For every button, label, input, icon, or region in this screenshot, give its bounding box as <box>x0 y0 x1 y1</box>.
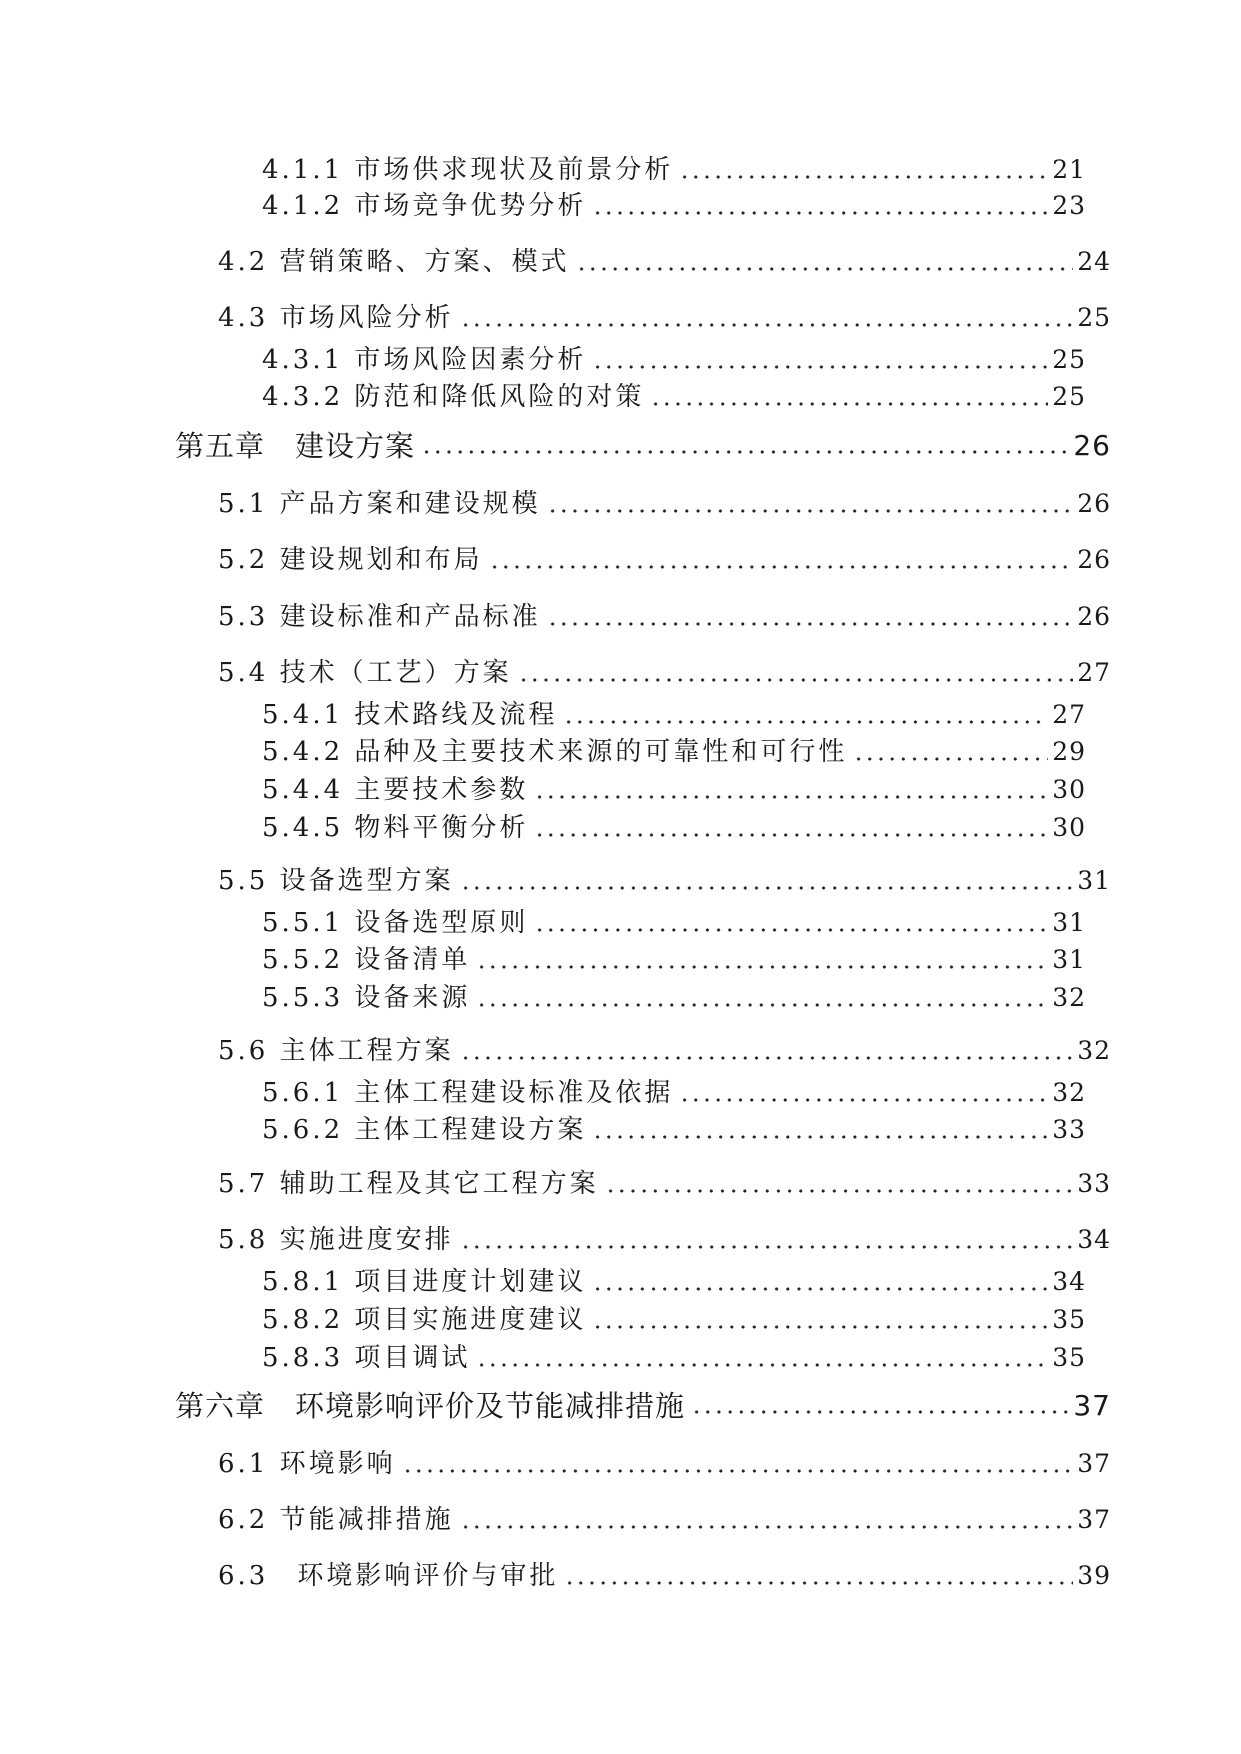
toc-entry-4-2[interactable] <box>218 240 1111 280</box>
toc-page-number: 31 <box>1077 866 1111 895</box>
toc-entry-5-8[interactable] <box>218 1218 1111 1258</box>
toc-entry-5-2[interactable] <box>218 538 1111 578</box>
toc-page-number: 27 <box>1052 700 1086 729</box>
toc-page-number: 39 <box>1077 1561 1111 1590</box>
toc-entry-5-5[interactable] <box>218 859 1111 899</box>
toc-leader-dots <box>650 401 1048 407</box>
toc-entry-label: 5.4.1 技术路线及流程 <box>262 700 558 730</box>
toc-entry-4-1-1[interactable] <box>262 148 1086 188</box>
toc-entry-label: 5.4.2 品种及主要技术来源的可靠性和可行性 <box>262 737 848 767</box>
toc-entry-5-4[interactable] <box>218 651 1111 691</box>
toc-leader-dots <box>476 1002 1048 1008</box>
toc-page-number: 31 <box>1052 908 1086 937</box>
toc-entry-5-4-5[interactable] <box>262 806 1086 846</box>
toc-page-number: 35 <box>1052 1343 1086 1372</box>
toc-leader-dots <box>460 1524 1074 1530</box>
toc-entry-label: 4.1.2 市场竞争优势分析 <box>262 191 587 221</box>
toc-page-number: 34 <box>1052 1267 1086 1296</box>
toc-entry-label: 5.8 实施进度安排 <box>218 1225 454 1255</box>
toc-leader-dots <box>460 885 1074 891</box>
toc-entry-label: 5.4.5 物料平衡分析 <box>262 813 529 843</box>
toc-entry-label: 5.5.1 设备选型原则 <box>262 908 529 938</box>
toc-leader-dots <box>489 564 1074 570</box>
toc-leader-dots <box>460 322 1074 328</box>
toc-leader-dots <box>691 1409 1069 1415</box>
toc-page-number: 33 <box>1077 1169 1111 1198</box>
toc-entry-label: 5.4.4 主要技术参数 <box>262 775 529 805</box>
toc-entry-label: 第五章 建设方案 <box>175 429 416 463</box>
toc-page-number: 29 <box>1052 737 1086 766</box>
toc-leader-dots <box>534 832 1048 838</box>
toc-entry-5-8-1[interactable] <box>262 1260 1086 1300</box>
toc-page-number: 21 <box>1052 155 1086 184</box>
toc-page-number: 23 <box>1052 191 1086 220</box>
toc-page-number: 25 <box>1052 382 1086 411</box>
toc-page-number: 24 <box>1077 247 1111 276</box>
toc-entry-5-4-2[interactable] <box>262 730 1086 770</box>
toc-leader-dots <box>547 508 1074 514</box>
toc-entry-5-1[interactable] <box>218 482 1111 522</box>
toc-entry-6-1[interactable] <box>218 1442 1111 1482</box>
toc-leader-dots <box>402 1468 1074 1474</box>
toc-page-number: 25 <box>1077 303 1111 332</box>
toc-entry-label: 4.3 市场风险分析 <box>218 303 454 333</box>
toc-entry-label: 6.2 节能减排措施 <box>218 1505 454 1535</box>
toc-entry-label: 5.8.3 项目调试 <box>262 1343 471 1373</box>
toc-page-number: 26 <box>1077 489 1111 518</box>
toc-entry-5-5-1[interactable] <box>262 901 1086 941</box>
toc-leader-dots <box>476 1362 1048 1368</box>
toc-leader-dots <box>460 1244 1074 1250</box>
toc-entry-label: 5.2 建设规划和布局 <box>218 545 483 575</box>
toc-page-number: 27 <box>1077 658 1111 687</box>
toc-entry-label: 4.2 营销策略、方案、模式 <box>218 247 570 277</box>
toc-leader-dots <box>460 1055 1074 1061</box>
toc-entry-label: 5.8.2 项目实施进度建议 <box>262 1305 587 1335</box>
toc-entry-4-3-1[interactable] <box>262 338 1086 378</box>
toc-page-number: 31 <box>1052 945 1086 974</box>
toc-leader-dots <box>592 210 1048 216</box>
toc-page-number: 33 <box>1052 1115 1086 1144</box>
toc-page-number: 26 <box>1077 602 1111 631</box>
toc-leader-dots <box>476 964 1048 970</box>
toc-leader-dots <box>605 1188 1074 1194</box>
toc-page-number: 25 <box>1052 345 1086 374</box>
toc-leader-dots <box>563 719 1048 725</box>
toc-entry-4-3-2[interactable] <box>262 375 1086 415</box>
toc-entry-label: 5.5.2 设备清单 <box>262 945 471 975</box>
toc-entry-label: 5.8.1 项目进度计划建议 <box>262 1267 587 1297</box>
toc-entry-label: 4.1.1 市场供求现状及前景分析 <box>262 155 674 185</box>
toc-entry-label: 5.7 辅助工程及其它工程方案 <box>218 1169 599 1199</box>
toc-page-number: 34 <box>1077 1225 1111 1254</box>
toc-entry-5-6-2[interactable] <box>262 1108 1086 1148</box>
toc-leader-dots <box>592 1286 1048 1292</box>
toc-entry-5-4-1[interactable] <box>262 693 1086 733</box>
toc-page-number: 37 <box>1077 1449 1111 1478</box>
toc-entry-6-3[interactable] <box>218 1554 1111 1594</box>
toc-entry-label: 6.1 环境影响 <box>218 1449 396 1479</box>
toc-entry-5-8-2[interactable] <box>262 1298 1086 1338</box>
toc-entry-label: 5.3 建设标准和产品标准 <box>218 602 541 632</box>
toc-leader-dots <box>518 677 1074 683</box>
toc-page-number: 30 <box>1052 813 1086 842</box>
toc-entry-chapter-6[interactable] <box>175 1384 1111 1424</box>
toc-entry-label: 4.3.2 防范和降低风险的对策 <box>262 382 645 412</box>
toc-entry-5-5-2[interactable] <box>262 938 1086 978</box>
toc-entry-label: 5.6.1 主体工程建设标准及依据 <box>262 1078 674 1108</box>
toc-leader-dots <box>421 449 1069 455</box>
toc-entry-label: 第六章 环境影响评价及节能减排措施 <box>175 1389 686 1423</box>
toc-entry-label: 5.1 产品方案和建设规模 <box>218 489 541 519</box>
toc-leader-dots <box>592 364 1048 370</box>
toc-entry-5-6-1[interactable] <box>262 1071 1086 1111</box>
toc-leader-dots <box>679 174 1048 180</box>
toc-page-number: 35 <box>1052 1305 1086 1334</box>
toc-entry-chapter-5[interactable] <box>175 424 1111 464</box>
toc-entry-5-8-3[interactable] <box>262 1336 1086 1376</box>
toc-page-number: 37 <box>1077 1505 1111 1534</box>
toc-leader-dots <box>592 1134 1048 1140</box>
toc-entry-5-7[interactable] <box>218 1162 1111 1202</box>
toc-entry-label: 4.3.1 市场风险因素分析 <box>262 345 587 375</box>
toc-page-number: 30 <box>1052 775 1086 804</box>
toc-entry-5-4-4[interactable] <box>262 768 1086 808</box>
toc-entry-label: 5.6 主体工程方案 <box>218 1036 454 1066</box>
toc-leader-dots <box>592 1324 1048 1330</box>
toc-leader-dots <box>534 794 1048 800</box>
toc-leader-dots <box>547 621 1074 627</box>
toc-page-number: 32 <box>1077 1036 1111 1065</box>
toc-entry-label: 5.5 设备选型方案 <box>218 866 454 896</box>
toc-entry-5-6[interactable] <box>218 1029 1111 1069</box>
toc-entry-5-5-3[interactable] <box>262 976 1086 1016</box>
toc-leader-dots <box>534 927 1048 933</box>
toc-leader-dots <box>679 1097 1048 1103</box>
toc-entry-4-3[interactable] <box>218 296 1111 336</box>
toc-entry-label: 5.6.2 主体工程建设方案 <box>262 1115 587 1145</box>
toc-page-number: 26 <box>1077 545 1111 574</box>
toc-entry-label: 5.5.3 设备来源 <box>262 983 471 1013</box>
toc-page-number: 37 <box>1073 1389 1111 1422</box>
toc-leader-dots <box>564 1580 1073 1586</box>
toc-entry-label: 6.3 环境影响评价与审批 <box>218 1561 559 1591</box>
toc-entry-4-1-2[interactable] <box>262 184 1086 224</box>
toc-page-number: 26 <box>1073 429 1111 462</box>
toc-entry-6-2[interactable] <box>218 1498 1111 1538</box>
toc-entry-5-3[interactable] <box>218 595 1111 635</box>
toc-page-number: 32 <box>1052 983 1086 1012</box>
toc-leader-dots <box>853 756 1048 762</box>
toc-page-number: 32 <box>1052 1078 1086 1107</box>
toc-leader-dots <box>576 266 1074 272</box>
toc-entry-label: 5.4 技术（工艺）方案 <box>218 658 512 688</box>
